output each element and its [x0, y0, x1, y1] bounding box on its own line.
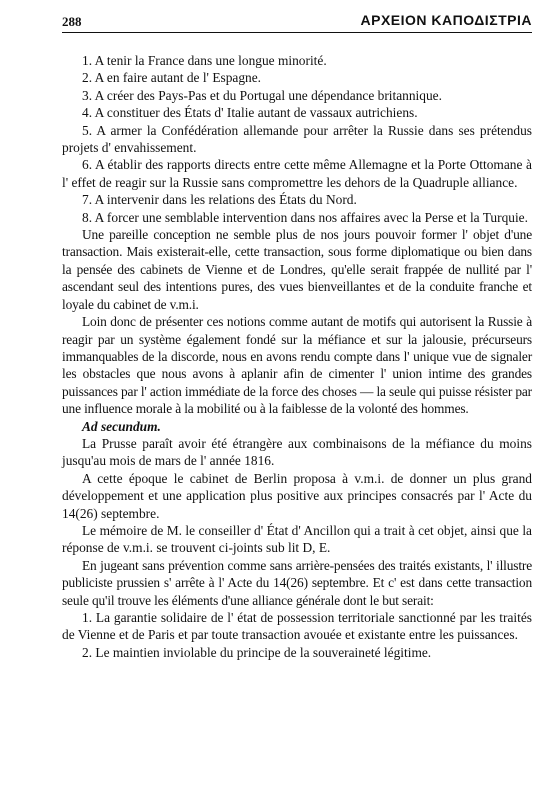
- section-heading: Ad secundum.: [82, 418, 161, 434]
- paragraph: Une pareille conception ne semble plus de nos jours pouvoir former l' objet d'une transaction. Mais existerait-elle, cette transaction, sous forme diplomatique ou bien dans la pensée des cabinets de Vienne et de Londres, qu'elle serait frappée de nullité par l' ascendant seul des intentions pures, des vues bienveillantes et de la conduite franche et loyale du cabinet de v.m.i.: [62, 227, 532, 312]
- paragraph: En jugeant sans prévention comme sans arrière-pensées des traités existants, l' illustre publiciste prussien s' arrête à l' Acte du 14(26) septembre. Et c' est dans cette transaction seule qu'il trouve les éléments d'une alliance générale dont le but serait:: [62, 557, 532, 608]
- paragraph: Loin donc de présenter ces notions comme autant de motifs qui autorisent la Russie à reagir par un système également fondé sur la méfiance et sur la jalousie, précurseurs immanquables de la discorde, nous en avons rendu compte dans l' unique vue de signaler les obstacles que nous avons à aplanir afin de cimenter l' union intime des grandes puissances par l' action immédiate de la force des choses — la seule qui puisse résister par une influence morale à la mobilité ou à la faiblesse de la volonté des hommes.: [62, 314, 532, 417]
- list-item: 8. A forcer une semblable intervention dans nos affaires avec la Perse et la Turquie.: [82, 209, 528, 225]
- page-header: [62, 9, 532, 31]
- list-item: 4. A constituer des États d' Italie autant de vassaux autrichiens.: [82, 105, 418, 121]
- paragraph: Le mémoire de M. le conseiller d' État d' Ancillon qui a trait à cet objet, ainsi que la réponse de v.m.i. se trouvent ci-joints sub lit D, E.: [62, 522, 532, 556]
- body-text: [62, 52, 532, 661]
- list-item: 1. A tenir la France dans une longue minorité.: [82, 53, 327, 68]
- list-item: 2. Le maintien inviolable du principe de la souveraineté légitime.: [82, 644, 432, 660]
- list-item: 7. A intervenir dans les relations des États du Nord.: [82, 192, 357, 208]
- list-item: 3. A créer des Pays-Pas et du Portugal une dépendance britannique.: [82, 87, 442, 103]
- header-rule: [62, 32, 532, 33]
- page-number: 288: [62, 14, 82, 29]
- paragraph: A cette époque le cabinet de Berlin proposa à v.m.i. de donner un plus grand développement et une application plus positive aux principes consacrés par l' Acte du 14(26) septembre.: [62, 470, 532, 521]
- list-item: 6. A établir des rapports directs entre cette même Allemagne et la Porte Ottomane à l' effet de reagir sur la Russie sans compromettre les dehors de la Quadruple alliance.: [62, 157, 532, 190]
- list-item: 1. La garantie solidaire de l' état de possession territoriale sanctionné par les traités de Vienne et de Paris et par toute transaction avouée et existante entre les puissances.: [62, 610, 532, 643]
- running-title: ΑΡΧΕΙΟΝ ΚΑΠΟΔΙΣΤΡΙΑ: [360, 12, 532, 28]
- paragraph: La Prusse paraît avoir été étrangère aux combinaisons de la méfiance du moins jusqu'au mois de mars de l' année 1816.: [62, 435, 532, 469]
- list-item: 2. A en faire autant de l' Espagne.: [82, 70, 262, 86]
- list-item: 5. A armer la Confédération allemande pour arrêter la Russie dans ses prétendus projets d' envahissement.: [62, 122, 532, 156]
